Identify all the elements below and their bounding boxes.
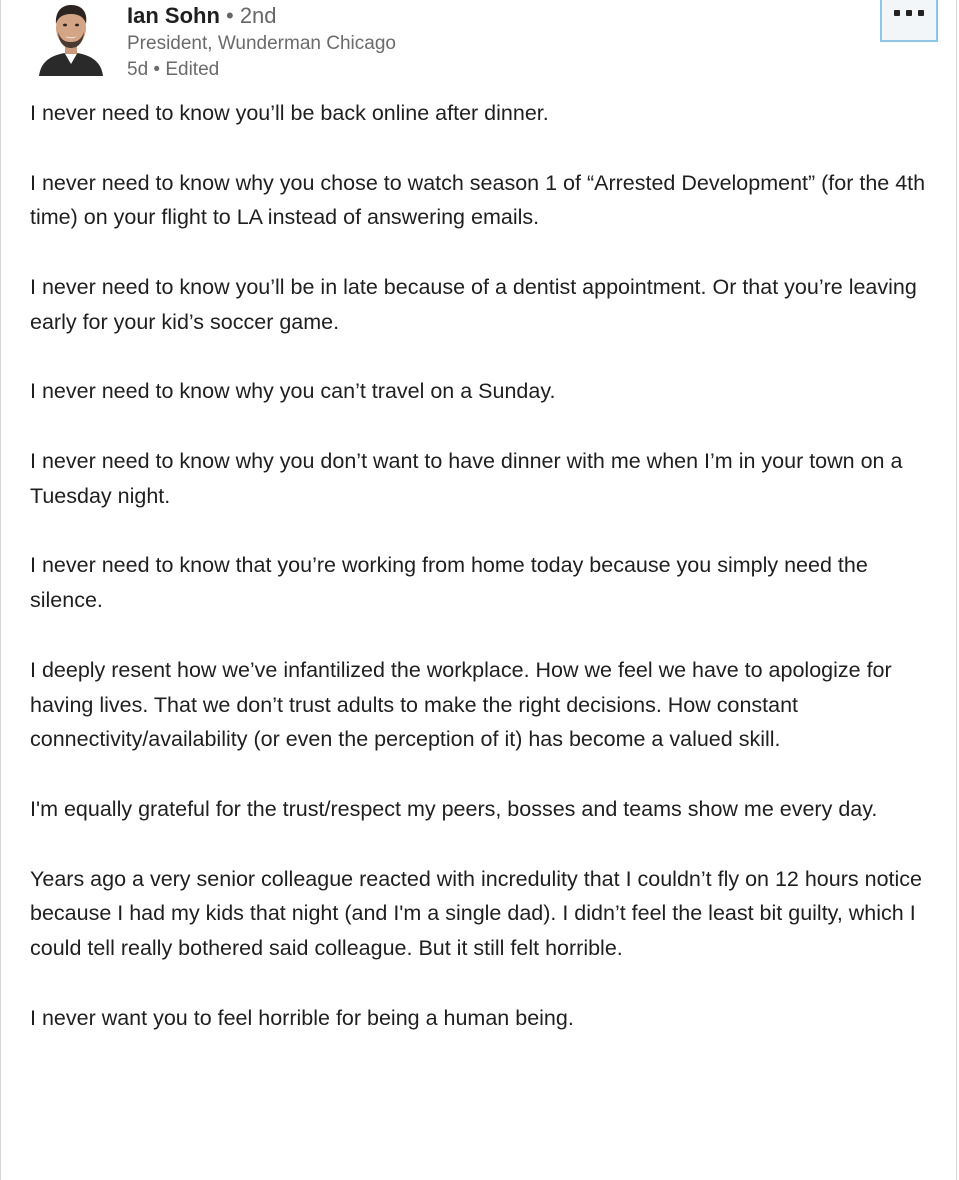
post-paragraph: I never need to know you’ll be back online after dinner. [30, 101, 549, 125]
post-paragraph: I deeply resent how we’ve infantilized the workplace. How we feel we have to apologize for having lives. That we don’t trust adults to make the right decisions. How constant connectivity/availability (or even the perception of it) has become a valued skill. [30, 657, 892, 752]
post-paragraph: I never need to know you’ll be in late because of a dentist appointment. Or that you’re leaving early for your kid’s soccer game. [30, 274, 917, 334]
post-paragraph: I never need to know that you’re working from home today because you simply need the silence. [30, 553, 868, 613]
post-paragraph: I never need to know why you chose to watch season 1 of “Arrested Development” (for the 4th time) on your flight to LA instead of answering emails. [30, 170, 926, 230]
post-paragraph: I never need to know why you can’t travel on a Sunday. [30, 379, 556, 404]
post-paragraph: I never need to know why you don’t want to have dinner with me when I’m in your town on a Tuesday night. [30, 448, 903, 508]
post-paragraph: Years ago a very senior colleague reacted with incredulity that I couldn’t fly on 12 hours notice because I had my kids that night (and I'm a single dad). I didn’t feel the least bit guilty, which I could tell really bothered said colleague. But it still felt horrible. [30, 866, 922, 961]
more-options-button[interactable] [880, 0, 938, 42]
author-headline: President, Wunderman Chicago [127, 33, 396, 54]
connection-degree: • 2nd [219, 3, 277, 28]
author-line [127, 3, 277, 29]
post-timestamp: 5d • Edited [127, 59, 220, 80]
more-horizontal-icon [894, 10, 924, 16]
author-name[interactable]: Ian Sohn [127, 3, 220, 28]
post-paragraph: I never want you to feel horrible for being a human being. [30, 1005, 574, 1030]
post-paragraph: I'm equally grateful for the trust/respect my peers, bosses and teams show me every day. [30, 796, 878, 821]
post-body [30, 96, 935, 1070]
avatar[interactable] [37, 2, 105, 76]
